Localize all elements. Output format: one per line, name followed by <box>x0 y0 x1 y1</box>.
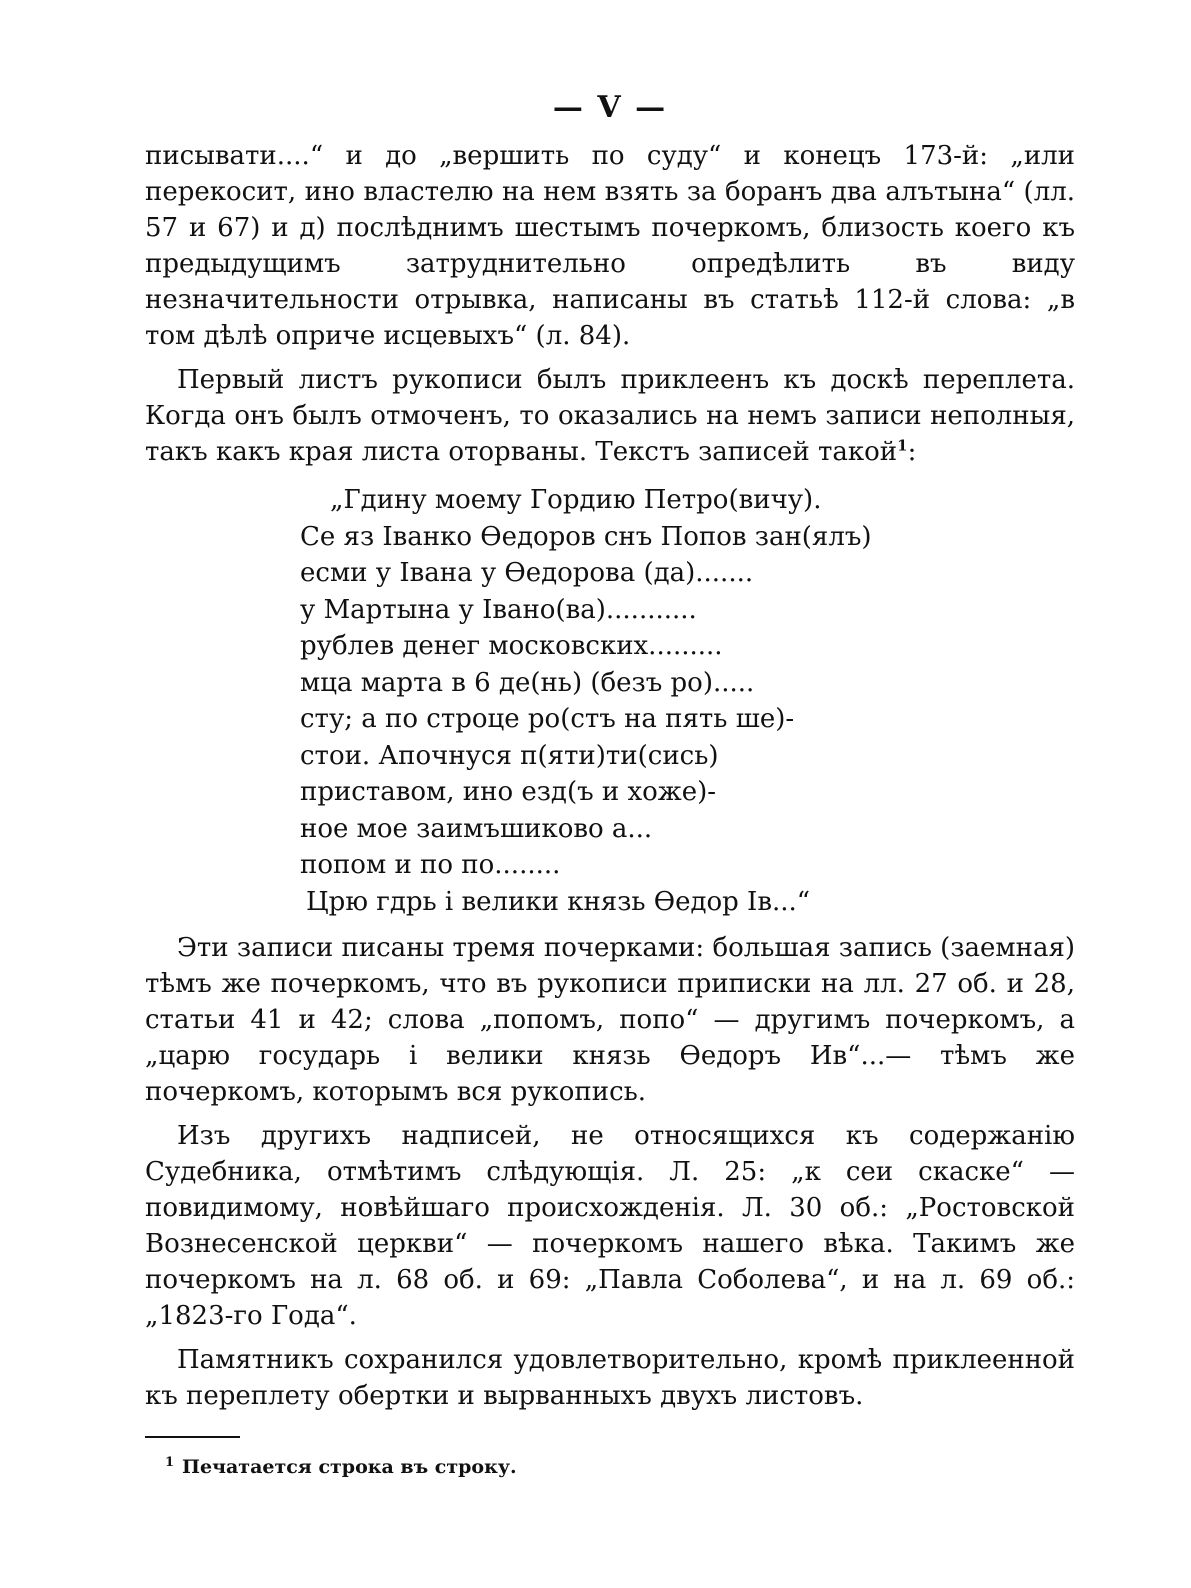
paragraph-first-sheet <box>145 362 1075 470</box>
quote-line: приставом, ино езд(ъ и хоже)- <box>300 777 717 807</box>
quote-line: стои. Апочнуся п(яти)ти(сись) <box>300 740 719 771</box>
paragraph-preservation: Памятникъ сохранился удовлетворительно, кромѣ приклеенной къ переплету обертки и вырванныхъ двухъ листовъ. <box>145 1345 1075 1411</box>
footnote-divider <box>145 1436 240 1438</box>
quote-line: Се яз Іванко Өедоров снъ Попов зан(ялъ) <box>300 521 872 552</box>
footnote-mark: 1 <box>165 1454 175 1470</box>
quote-line: попом и по по........ <box>300 850 561 880</box>
quote-line: есми у Івана у Өедорова (да)....... <box>300 558 754 588</box>
footnote-text: Печатается строка въ строку. <box>182 1456 517 1478</box>
paragraph-first-sheet-colon: : <box>907 437 917 467</box>
quoted-inscription <box>145 482 1075 920</box>
paragraph-handwriting: Эти записи писаны тремя почерками: большая запись (заемная) тѣмъ же почеркомъ, что въ рукописи приписки на лл. 27 об. и 28, статьи 41 и 42; слова „попомъ, попо“ — другимъ почеркомъ, а „царю государь і велики князь Өедоръ Ив“...— тѣмъ же почеркомъ, которымъ вся рукопись. <box>145 933 1075 1107</box>
quote-line: рублев денег московских......... <box>300 631 723 661</box>
quote-line: „Гдину моему Гордию Петро(вичу). <box>330 485 822 515</box>
page-number: — V — <box>552 90 668 125</box>
footnote-reference[interactable]: 1 <box>897 436 908 455</box>
paragraph-first-sheet-text: Первый листъ рукописи былъ приклеенъ къ доскѣ переплета. Когда онъ былъ отмоченъ, то оказались на немъ записи неполныя, такъ какъ края листа оторваны. Текстъ записей такой <box>145 365 1075 467</box>
quote-line: сту; а по строце ро(стъ на пять ше)- <box>300 704 795 734</box>
paragraph-other-inscriptions: Изъ другихъ надписей, не относящихся къ содержанію Судебника, отмѣтимъ слѣдующія. Л. 25: „к сеи скаске“ — повидимому, новѣйшаго происхожденія. Л. 30 об.: „Ростовской Вознесенской церкви“ — почеркомъ нашего вѣка. Такимъ же почеркомъ на л. 68 об. и 69: „Павла Соболева“, и на л. 69 об.: „1823-го Года“. <box>145 1121 1075 1331</box>
quote-line: мца марта в 6 де(нь) (безъ ро)..... <box>300 667 755 698</box>
document-page <box>145 88 1075 1480</box>
paragraph-continuation: писывати....“ и до „вершить по суду“ и конецъ 173-й: „или перекосит, ино властелю на нем взять за боранъ два алътына“ (лл. 57 и 67) и д) послѣднимъ шестымъ почеркомъ, близость коего къ предыдущимъ затруднительно опредѣлить въ виду незначительности отрывка, написаны въ статьѣ 112-й слова: „в том дѣлѣ опричe исцевыхъ“ (л. 84). <box>145 141 1075 351</box>
footnote <box>145 1454 1075 1480</box>
quote-line: Црю гдрь і велики князь Өедор Ів...“ <box>306 886 811 917</box>
quote-line: у Мартына у Івано(ва)........... <box>300 594 697 625</box>
quote-line: ное мое заимъшиково а... <box>300 813 653 844</box>
